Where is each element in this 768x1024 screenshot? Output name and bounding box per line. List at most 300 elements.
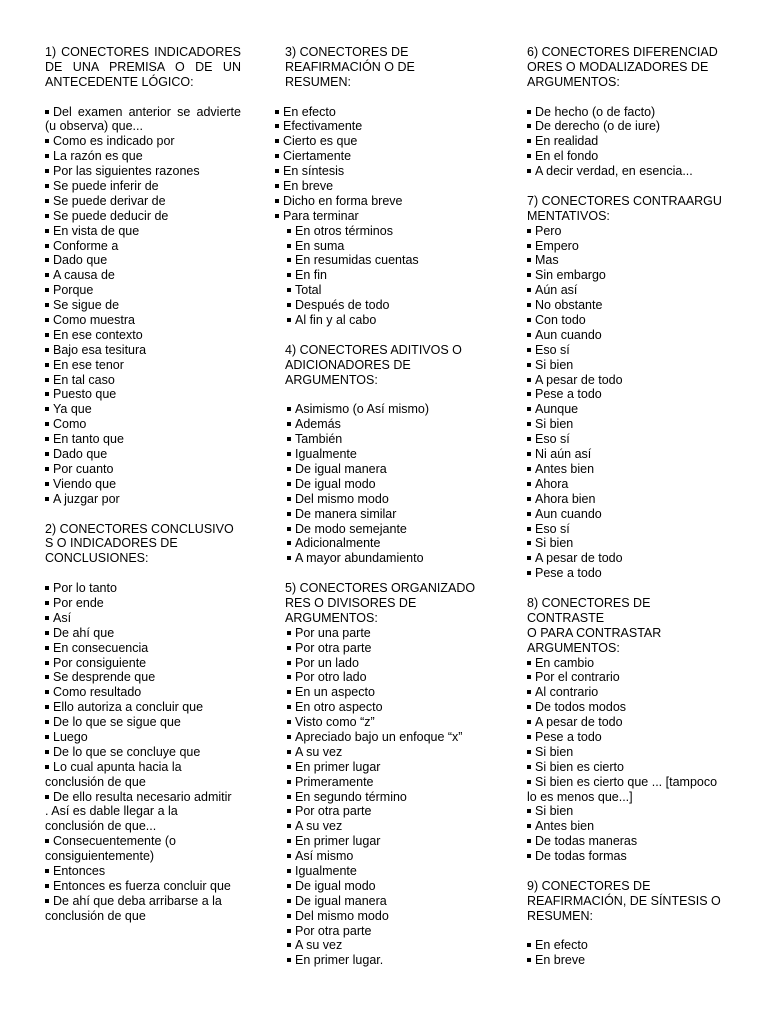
column-2 <box>285 45 481 968</box>
bullet-icon <box>287 527 291 531</box>
list-item <box>45 492 241 507</box>
list-item-text: Ya que <box>53 402 92 417</box>
bullet-icon <box>527 765 531 769</box>
list-item-text: Mas <box>535 253 559 268</box>
list-item-line <box>287 745 481 760</box>
list-item <box>285 447 481 462</box>
list-item <box>527 849 723 864</box>
bullet-icon <box>527 154 531 158</box>
list-item-text: Si bien <box>535 417 574 432</box>
list-item <box>285 953 481 968</box>
bullet-icon <box>527 229 531 233</box>
list-item <box>527 328 723 343</box>
list-item-line <box>527 343 723 358</box>
list-item-text: Si bien <box>535 804 574 819</box>
bullet-icon <box>287 318 291 322</box>
list-item-text: Porque <box>53 283 94 298</box>
list-item <box>527 224 723 239</box>
bullet-icon <box>527 258 531 262</box>
heading-line: ADICIONADORES DE <box>285 357 411 372</box>
list-item-text: A mayor abundamiento <box>295 551 424 566</box>
section-heading <box>285 343 481 388</box>
list-item-text: Ahora bien <box>535 491 596 506</box>
bullet-icon <box>45 690 49 694</box>
list-item-text: Por otra parte <box>295 923 372 938</box>
bullet-icon <box>287 869 291 873</box>
bullet-icon <box>527 437 531 441</box>
list-item <box>527 298 723 313</box>
list-item-text: De manera similar <box>295 506 397 521</box>
list-item <box>527 745 723 760</box>
bullet-icon <box>45 467 49 471</box>
list-item-line <box>287 536 481 551</box>
list-item-line <box>527 387 723 402</box>
list-item-text: La razón es que <box>53 149 143 164</box>
bullet-icon <box>45 795 49 799</box>
list-item-text: Si bien es cierto que ... [tampoco <box>535 774 718 789</box>
list-item <box>527 938 723 953</box>
list-item <box>45 373 241 388</box>
bullet-icon <box>287 467 291 471</box>
list-item <box>527 507 723 522</box>
list-item-text: En tal caso <box>53 372 115 387</box>
list-item <box>285 209 481 224</box>
list-item-text: Del mismo modo <box>295 908 389 923</box>
connector-section-5 <box>285 581 481 968</box>
list-item <box>45 611 241 626</box>
list-item <box>45 328 241 343</box>
list-item-text: Efectivamente <box>283 119 363 134</box>
list-item-line <box>45 209 241 224</box>
heading-line: 6) CONECTORES DIFERENCIAD <box>527 45 718 59</box>
list-item-text: Eso sí <box>535 342 570 357</box>
heading-line: 2) CONECTORES CONCLUSIVO <box>45 521 234 536</box>
bullet-icon <box>527 333 531 337</box>
heading-line: ARGUMENTOS: <box>527 74 620 89</box>
list-item-line <box>45 447 241 462</box>
list-item-text: Lo cual apunta hacia la <box>53 759 182 774</box>
list-item-continuation: (u observa) que... <box>45 119 143 134</box>
list-item-text: Entonces <box>53 863 106 878</box>
heading-line: 1) CONECTORES INDICADORES <box>45 45 241 59</box>
list-item-text: Viendo que <box>53 476 117 491</box>
list-item-line <box>287 775 481 790</box>
bullet-icon <box>287 497 291 501</box>
list-item <box>285 670 481 685</box>
bullet-icon <box>287 556 291 560</box>
list-item <box>527 373 723 388</box>
list-item <box>527 283 723 298</box>
list-item-line <box>45 581 241 596</box>
list-item-line <box>275 149 481 164</box>
list-item-line <box>527 536 723 551</box>
list-item-text: En ese tenor <box>53 357 124 372</box>
list-item-text: Apreciado bajo un enfoque “x” <box>295 729 463 744</box>
list-item <box>527 358 723 373</box>
list-item-text: Si bien es cierto <box>535 759 624 774</box>
list-item <box>285 492 481 507</box>
connector-list <box>527 224 723 581</box>
list-item-line <box>45 700 241 715</box>
list-item-text: Empero <box>535 238 579 253</box>
bullet-icon <box>527 244 531 248</box>
list-item <box>45 477 241 492</box>
list-item <box>285 924 481 939</box>
bullet-icon <box>527 303 531 307</box>
list-item-text: En efecto <box>283 104 336 119</box>
bullet-icon <box>287 244 291 248</box>
list-item <box>527 268 723 283</box>
list-item-line <box>287 834 481 849</box>
bullet-icon <box>287 229 291 233</box>
list-item <box>285 551 481 566</box>
list-item-text: Después de todo <box>295 298 390 313</box>
list-item-line <box>527 938 723 953</box>
heading-line: 8) CONECTORES DE <box>527 595 651 610</box>
section-heading <box>527 596 723 656</box>
list-item <box>45 715 241 730</box>
list-item <box>285 819 481 834</box>
list-item-line <box>287 804 481 819</box>
list-item <box>527 492 723 507</box>
bullet-icon <box>527 571 531 575</box>
list-item-line <box>45 358 241 373</box>
connector-section-8 <box>527 596 723 864</box>
list-item <box>45 179 241 194</box>
list-item-text: Bajo esa tesitura <box>53 342 147 357</box>
list-item-line <box>45 641 241 656</box>
list-item-line <box>45 879 241 894</box>
list-item-line <box>527 149 723 164</box>
list-item <box>285 626 481 641</box>
list-item-line <box>45 656 241 671</box>
list-item-text: A juzgar por <box>53 491 120 506</box>
bullet-icon <box>287 512 291 516</box>
list-item-text: Aun cuando <box>535 506 602 521</box>
list-item-line <box>287 670 481 685</box>
bullet-icon <box>275 184 279 188</box>
list-item-line <box>527 268 723 283</box>
list-item-text: De todas maneras <box>535 834 638 849</box>
list-item <box>527 387 723 402</box>
bullet-icon <box>275 214 279 218</box>
list-item-text: Al fin y al cabo <box>295 313 377 328</box>
list-item-text: Pese a todo <box>535 387 602 402</box>
list-item-line <box>287 507 481 522</box>
bullet-icon <box>45 497 49 501</box>
list-item-text: En breve <box>535 953 586 968</box>
list-item-text: Aún así <box>535 283 578 298</box>
list-item <box>45 283 241 298</box>
list-item-line <box>45 730 241 745</box>
bullet-icon <box>527 378 531 382</box>
list-item-text: Aun cuando <box>535 327 602 342</box>
list-item-line <box>527 834 723 849</box>
section-heading <box>527 45 723 90</box>
list-item <box>285 432 481 447</box>
list-item-line <box>287 313 481 328</box>
bullet-icon <box>287 258 291 262</box>
list-item-line <box>45 253 241 268</box>
list-item-line <box>527 492 723 507</box>
bullet-icon <box>527 556 531 560</box>
bullet-icon <box>527 422 531 426</box>
bullet-icon <box>287 720 291 724</box>
list-item <box>285 194 481 209</box>
list-item <box>45 432 241 447</box>
bullet-icon <box>287 780 291 784</box>
list-item-line <box>45 179 241 194</box>
list-item <box>45 239 241 254</box>
list-item-line <box>527 402 723 417</box>
list-item-text: Igualmente <box>295 863 357 878</box>
bullet-icon <box>45 422 49 426</box>
list-item-text: De todas formas <box>535 849 627 864</box>
list-item <box>527 105 723 120</box>
list-item-text: Primeramente <box>295 774 374 789</box>
list-item-line <box>287 462 481 477</box>
bullet-icon <box>287 541 291 545</box>
list-item-line <box>527 685 723 700</box>
list-item-continuation: conclusión de que <box>45 908 146 923</box>
heading-line: 3) CONECTORES DE <box>285 45 409 59</box>
list-item <box>527 834 723 849</box>
list-item <box>45 313 241 328</box>
list-item-line <box>45 194 241 209</box>
list-item-text: Con todo <box>535 313 586 328</box>
list-item-text: Total <box>295 283 322 298</box>
bullet-icon <box>527 958 531 962</box>
list-item <box>527 149 723 164</box>
bullet-icon <box>527 690 531 694</box>
list-item-text: A su vez <box>295 938 343 953</box>
list-item-line <box>527 730 723 745</box>
bullet-icon <box>287 407 291 411</box>
list-item <box>527 447 723 462</box>
bullet-icon <box>287 646 291 650</box>
heading-line: RESUMEN: <box>527 908 593 923</box>
heading-line: 5) CONECTORES ORGANIZADO <box>285 581 476 596</box>
list-item <box>527 700 723 715</box>
list-item-line <box>287 760 481 775</box>
bullet-icon <box>527 124 531 128</box>
bullet-icon <box>287 705 291 709</box>
bullet-icon <box>287 958 291 962</box>
list-item-text: Por una parte <box>295 625 371 640</box>
list-item-line <box>287 879 481 894</box>
heading-line: 9) CONECTORES DE <box>527 878 651 893</box>
list-item-text: En breve <box>283 179 334 194</box>
list-item-line <box>287 819 481 834</box>
list-item-line <box>45 224 241 239</box>
heading-line: S O INDICADORES DE <box>45 536 178 551</box>
bullet-icon <box>45 437 49 441</box>
bullet-icon <box>45 661 49 665</box>
list-item-line <box>287 864 481 879</box>
bullet-icon <box>45 720 49 724</box>
bullet-icon <box>287 795 291 799</box>
list-item-text: Eso sí <box>535 432 570 447</box>
list-item <box>527 522 723 537</box>
connector-section-2 <box>45 522 241 924</box>
list-item <box>45 298 241 313</box>
list-item-continuation: conclusión de que <box>45 774 146 789</box>
heading-line: CONCLUSIONES: <box>45 551 149 566</box>
bullet-icon <box>287 929 291 933</box>
list-item-text: Como muestra <box>53 313 135 328</box>
list-item-text: En primer lugar <box>295 759 381 774</box>
list-item <box>285 938 481 953</box>
bullet-icon <box>45 333 49 337</box>
bullet-icon <box>45 169 49 173</box>
heading-line: O PARA CONTRASTAR <box>527 625 662 640</box>
list-item-continuation: consiguientemente) <box>45 849 155 864</box>
list-item-text: De lo que se concluye que <box>53 744 201 759</box>
list-item <box>45 656 241 671</box>
list-item <box>45 268 241 283</box>
section-heading <box>527 879 723 924</box>
bullet-icon <box>45 318 49 322</box>
list-item-text: Se desprende que <box>53 670 156 685</box>
list-item-text: Consecuentemente (o <box>53 834 176 849</box>
list-item-line <box>45 164 241 179</box>
list-item <box>527 760 723 775</box>
list-item <box>527 164 723 179</box>
list-item-text: Por un lado <box>295 655 359 670</box>
list-item-text: En otro aspecto <box>295 700 383 715</box>
list-item-line <box>287 656 481 671</box>
list-item <box>45 745 241 760</box>
bullet-icon <box>287 839 291 843</box>
heading-line: 4) CONECTORES ADITIVOS O <box>285 342 462 357</box>
list-item-line <box>527 164 723 179</box>
list-item-text: En primer lugar <box>295 834 381 849</box>
bullet-icon <box>527 392 531 396</box>
bullet-icon <box>45 646 49 650</box>
list-item-line <box>287 626 481 641</box>
connector-list <box>285 402 481 566</box>
list-item-text: Puesto que <box>53 387 117 402</box>
list-item-text: En resumidas cuentas <box>295 253 419 268</box>
bullet-icon <box>45 899 49 903</box>
bullet-icon <box>287 482 291 486</box>
list-item <box>45 760 241 790</box>
list-item-text: En efecto <box>535 938 588 953</box>
list-item-text: En ese contexto <box>53 327 143 342</box>
list-item-line <box>45 626 241 641</box>
list-item <box>285 477 481 492</box>
list-item <box>285 909 481 924</box>
list-item <box>527 685 723 700</box>
list-item-line <box>287 268 481 283</box>
list-item-text: En fin <box>295 268 327 283</box>
bullet-icon <box>527 452 531 456</box>
list-item-line <box>527 656 723 671</box>
list-item-line <box>45 105 241 120</box>
list-item-line <box>45 373 241 388</box>
list-item-line <box>275 179 481 194</box>
list-item <box>285 685 481 700</box>
connector-list <box>285 105 481 328</box>
list-item-line <box>45 328 241 343</box>
list-item <box>285 745 481 760</box>
list-item-text: Si bien <box>535 744 574 759</box>
list-item-line <box>45 834 241 849</box>
list-item-line <box>527 283 723 298</box>
list-item-line <box>527 507 723 522</box>
list-item-line <box>527 134 723 149</box>
list-item <box>285 522 481 537</box>
list-item-text: En vista de que <box>53 223 140 238</box>
list-item-line <box>527 566 723 581</box>
list-item-line <box>45 611 241 626</box>
list-item-line <box>527 522 723 537</box>
list-item-text: Eso sí <box>535 521 570 536</box>
list-item-line <box>287 283 481 298</box>
list-item-text: Conforme a <box>53 238 119 253</box>
bullet-icon <box>527 348 531 352</box>
connector-section-3 <box>285 45 481 328</box>
list-item-line <box>287 239 481 254</box>
bullet-icon <box>287 675 291 679</box>
list-item <box>285 760 481 775</box>
list-item-text: También <box>295 432 343 447</box>
bullet-icon <box>287 914 291 918</box>
bullet-icon <box>527 750 531 754</box>
list-item-line <box>527 105 723 120</box>
list-item <box>527 775 723 805</box>
bullet-icon <box>287 735 291 739</box>
list-item-line <box>527 328 723 343</box>
heading-line: MENTATIVOS: <box>527 208 610 223</box>
list-item <box>45 581 241 596</box>
list-item <box>45 194 241 209</box>
list-item-line <box>527 953 723 968</box>
bullet-icon <box>527 467 531 471</box>
list-item-text: No obstante <box>535 298 603 313</box>
list-item <box>285 715 481 730</box>
list-item <box>527 656 723 671</box>
bullet-icon <box>287 631 291 635</box>
list-item <box>45 730 241 745</box>
list-item-text: Ni aún así <box>535 447 592 462</box>
column-1 <box>45 45 241 924</box>
list-item-line <box>275 164 481 179</box>
list-item-line <box>45 149 241 164</box>
list-item-text: En cambio <box>535 655 595 670</box>
list-item-text: Del mismo modo <box>295 491 389 506</box>
bullet-icon <box>527 824 531 828</box>
list-item-text: En un aspecto <box>295 685 375 700</box>
list-item <box>285 864 481 879</box>
list-item <box>527 402 723 417</box>
bullet-icon <box>45 139 49 143</box>
bullet-icon <box>527 288 531 292</box>
list-item <box>527 551 723 566</box>
list-item <box>527 804 723 819</box>
list-item <box>285 656 481 671</box>
list-item-line <box>45 134 241 149</box>
bullet-icon <box>45 244 49 248</box>
bullet-icon <box>45 839 49 843</box>
connector-list <box>45 581 241 923</box>
list-item-text: Como resultado <box>53 685 142 700</box>
list-item-line <box>527 253 723 268</box>
list-item <box>527 670 723 685</box>
list-item-line <box>275 134 481 149</box>
list-item <box>45 685 241 700</box>
list-item-line <box>527 849 723 864</box>
